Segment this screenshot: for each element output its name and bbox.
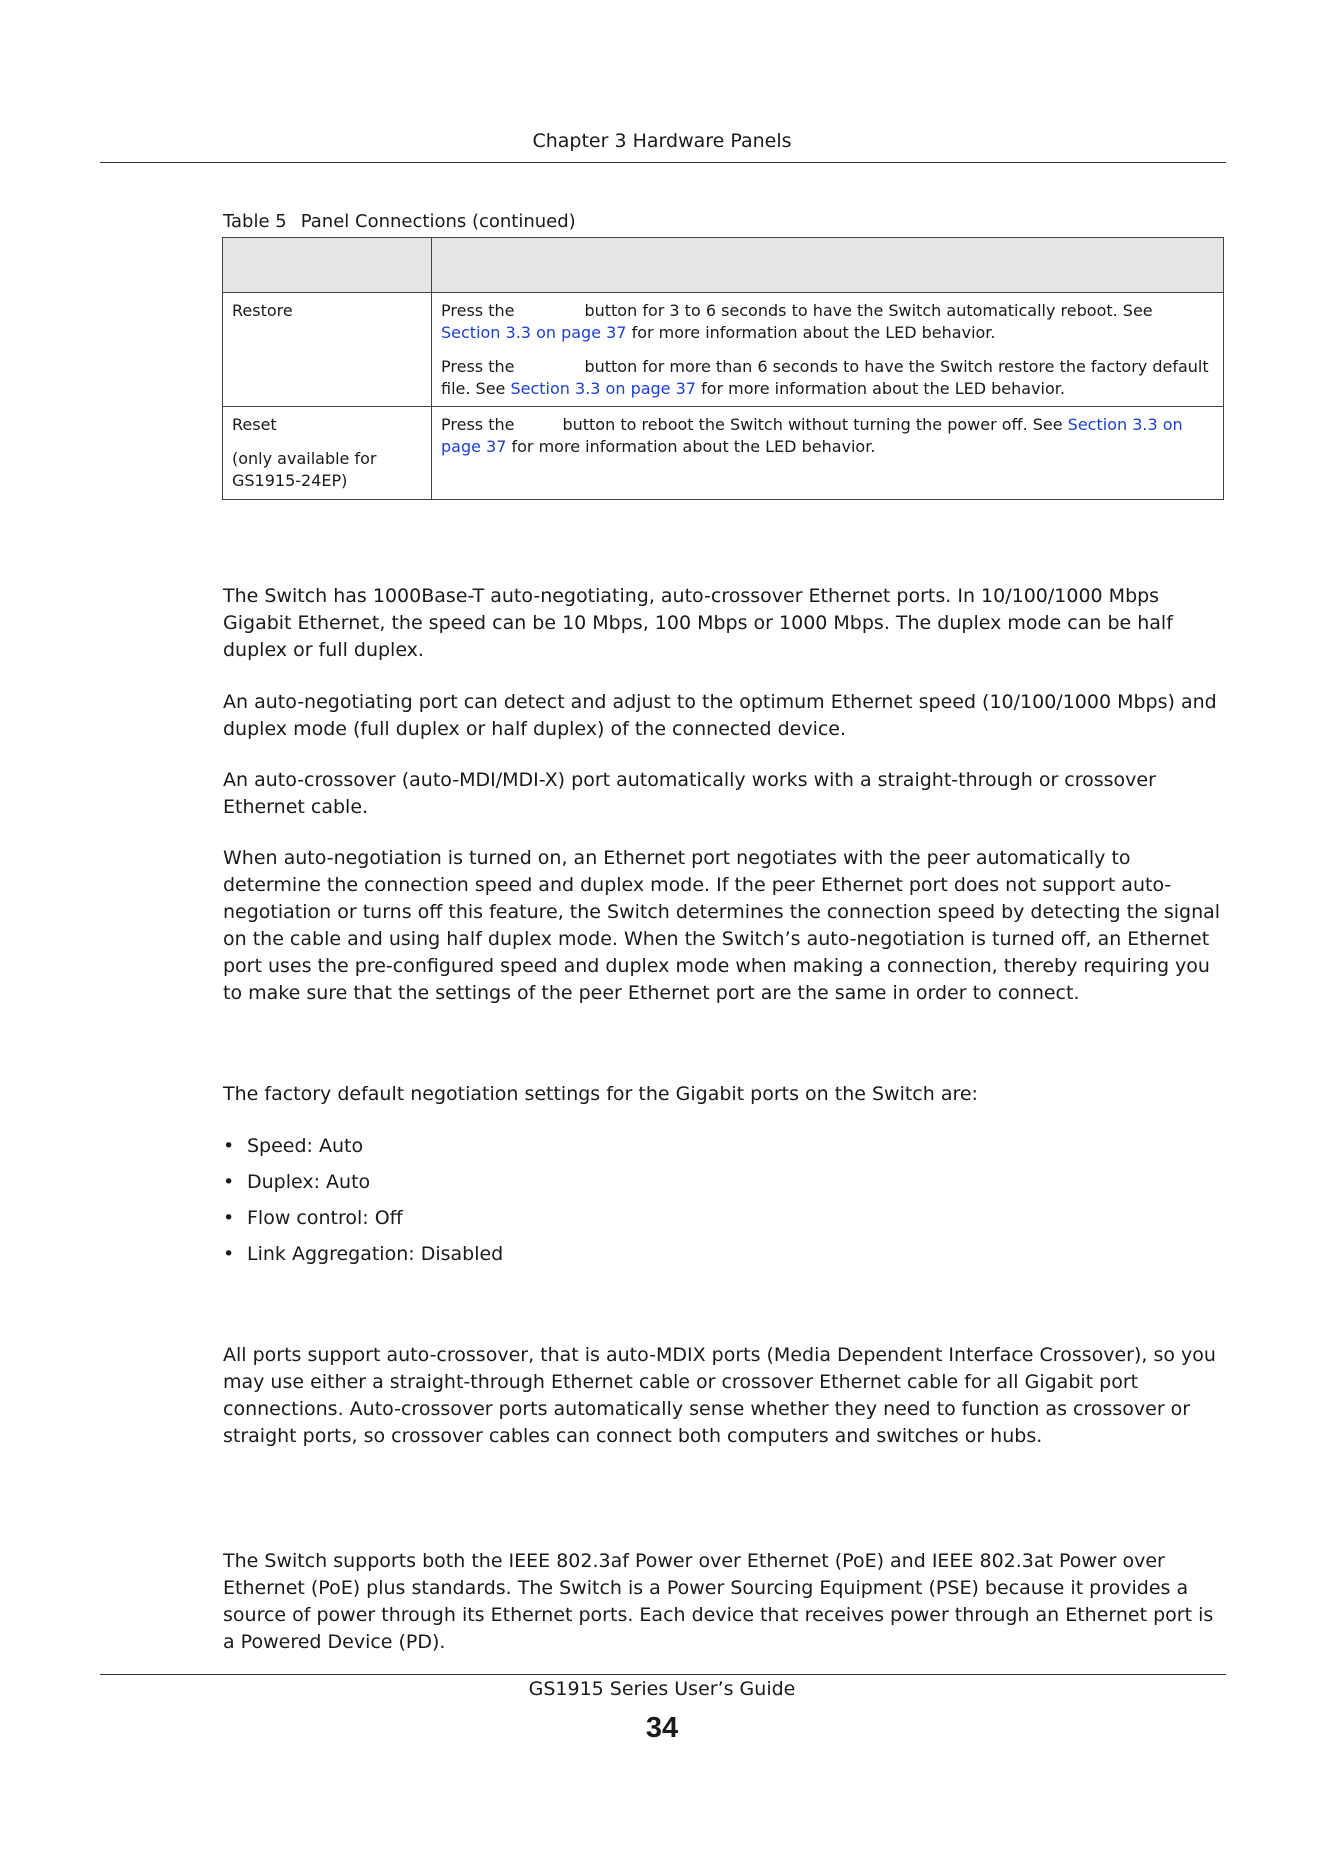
paragraph-text: The Switch has 1000Base-T auto-negotiating, auto-crossover Ethernet ports. In 10/100/1000 Mbps Gigabit Ethernet, the speed can be 10 Mbps, 100 Mbps or 1000 Mbps. The duplex mode can be half duplex or full duplex. <box>223 585 1173 661</box>
list-item <box>223 1205 503 1232</box>
list-item <box>223 1241 503 1268</box>
table-cell-label <box>223 407 432 500</box>
row-description <box>441 300 1214 344</box>
bullet-icon: • <box>223 1243 235 1265</box>
description-text: button for 3 to 6 seconds to have the Switch automatically reboot. See <box>584 301 1153 320</box>
body-paragraph <box>223 1342 1228 1450</box>
section-link[interactable]: Section 3.3 on page 37 <box>441 415 1183 456</box>
guide-title: GS1915 Series User’s Guide <box>528 1678 796 1700</box>
section-link[interactable]: Section 3.3 on page 37 <box>510 379 696 398</box>
body-paragraph <box>223 1548 1228 1656</box>
body-paragraph <box>223 583 1228 664</box>
body-paragraph <box>223 1081 1228 1108</box>
bullet-icon: • <box>223 1171 235 1193</box>
body-paragraph <box>223 845 1228 1007</box>
list-item-text: Link Aggregation: Disabled <box>247 1243 504 1265</box>
description-text: Press the <box>441 415 515 434</box>
row-description <box>441 414 1214 458</box>
list-item-text: Duplex: Auto <box>247 1171 371 1193</box>
row-note: (only available for GS1915-24EP) <box>232 449 377 490</box>
table-cell-description <box>432 293 1224 407</box>
paragraph-text: When auto-negotiation is turned on, an Ethernet port negotiates with the peer automatically to determine the connection speed and duplex mode. If the peer Ethernet port does not support auto-negotiation or turns off this feature, the Switch determines the connection speed by detecting the signal on the cable and using half duplex mode. When the Switch’s auto-negotiation is turned off, an Ethernet port uses the pre-configured speed and duplex mode when making a connection, thereby requiring you to make sure that the settings of the peer Ethernet port are the same in order to connect. <box>223 847 1221 1004</box>
row-name: Restore <box>232 301 293 320</box>
section-link[interactable]: Section 3.3 on page 37 <box>441 323 627 342</box>
paragraph-text: An auto-crossover (auto-MDI/MDI-X) port automatically works with a straight-through or crossover Ethernet cable. <box>223 769 1156 818</box>
default-settings-list <box>223 1133 503 1277</box>
description-text: for more information about the LED behavior. <box>631 323 996 342</box>
list-item-text: Speed: Auto <box>247 1135 364 1157</box>
table-header-row <box>223 238 1224 293</box>
row-name: Reset <box>232 415 277 434</box>
body-paragraph <box>223 767 1228 821</box>
description-text: Press the <box>441 357 515 376</box>
bullet-icon: • <box>223 1135 235 1157</box>
header-rule <box>100 162 1226 163</box>
description-text: button to reboot the Switch without turning the power off. See <box>562 415 1063 434</box>
footer-rule <box>100 1674 1226 1675</box>
table-caption-title: Panel Connections (continued) <box>300 211 576 232</box>
table-header-cell <box>432 238 1224 293</box>
list-item <box>223 1169 503 1196</box>
table-caption <box>223 211 576 232</box>
table-row <box>223 407 1224 500</box>
paragraph-text: The Switch supports both the IEEE 802.3af Power over Ethernet (PoE) and IEEE 802.3at Power over Ethernet (PoE) plus standards. The Switch is a Power Sourcing Equipment (PSE) because it provides a source of power through its Ethernet ports. Each device that receives power through an Ethernet port is a Powered Device (PD). <box>223 1550 1214 1653</box>
description-text: button for more than 6 seconds to have the Switch restore the factory default file. See <box>441 357 1209 398</box>
body-paragraph <box>223 689 1228 743</box>
table-caption-label: Table 5 <box>223 211 287 232</box>
description-text: Press the <box>441 301 515 320</box>
row-description <box>441 356 1214 400</box>
list-item <box>223 1133 503 1160</box>
bullet-icon: • <box>223 1207 235 1229</box>
panel-connections-table <box>222 237 1224 500</box>
paragraph-text: All ports support auto-crossover, that is auto-MDIX ports (Media Dependent Interface Crossover), so you may use either a straight-through Ethernet cable or crossover Ethernet cable for all Gigabit port connections. Auto-crossover ports automatically sense whether they need to function as crossover or straight ports, so crossover cables can connect both computers and switches or hubs. <box>223 1344 1216 1447</box>
table-cell-description <box>432 407 1224 500</box>
paragraph-text: The factory default negotiation settings for the Gigabit ports on the Switch are: <box>223 1083 978 1105</box>
paragraph-text: An auto-negotiating port can detect and adjust to the optimum Ethernet speed (10/100/1000 Mbps) and duplex mode (full duplex or half duplex) of the connected device. <box>223 691 1217 740</box>
table-row <box>223 293 1224 407</box>
chapter-header: Chapter 3 Hardware Panels <box>532 130 792 152</box>
table-cell-label <box>223 293 432 407</box>
list-item-text: Flow control: Off <box>247 1207 403 1229</box>
description-text: for more information about the LED behavior. <box>511 437 876 456</box>
table-header-cell <box>223 238 432 293</box>
page-number: 34 <box>645 1712 679 1744</box>
description-text: for more information about the LED behavior. <box>701 379 1065 398</box>
